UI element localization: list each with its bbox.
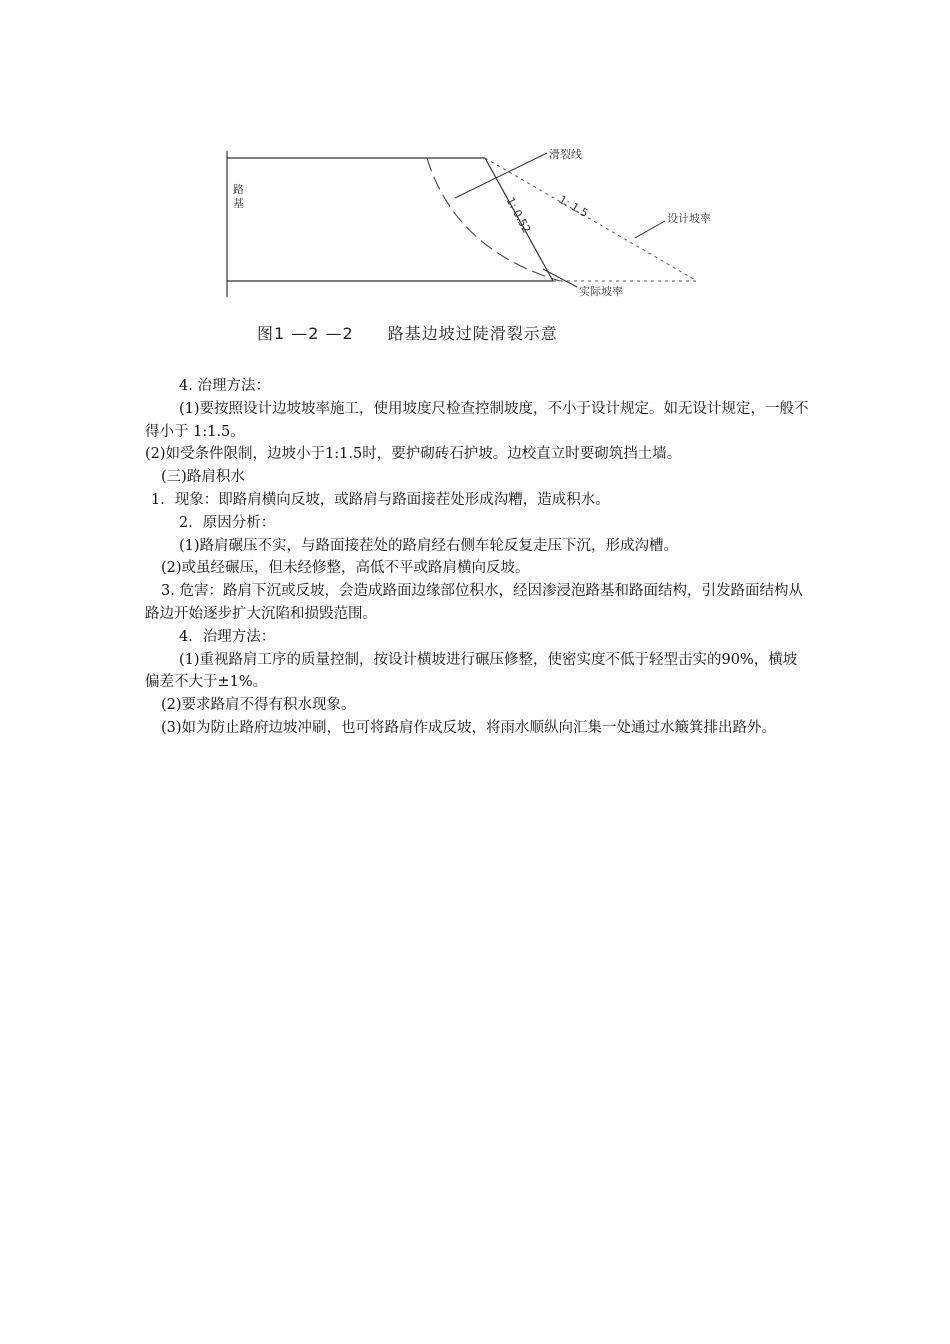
paragraph: 1．现象：即路肩横向反坡，或路肩与路面接茬处形成沟糟，造成积水。 — [151, 491, 610, 508]
paragraph: 4. 治理方法： — [179, 378, 270, 394]
slip-curve — [427, 158, 560, 281]
design-ratio-label: 1: 1.5 — [556, 193, 591, 221]
paragraph: (2)或虽经碾压，但未经修整，高低不平或路肩横向反坡。 — [161, 560, 530, 577]
paragraph: 2．原因分析： — [179, 514, 276, 531]
paragraph: (三)路肩积水 — [161, 469, 245, 486]
paragraph: (1)路肩碾压不实，与路面接茬处的路肩经右侧车轮反复走压下沉，形成沟槽。 — [179, 537, 679, 554]
subgrade-label-1: 路 — [233, 183, 244, 196]
slip-line-label: 滑裂线 — [549, 148, 582, 161]
subgrade-label-2: 基 — [233, 197, 244, 210]
paragraph: 4．治理方法： — [179, 628, 276, 645]
actual-slope-leader — [543, 269, 577, 287]
paragraph: (1)重视路肩工序的质量控制，按设计横坡进行碾压修整，使密实度不低于轻型击实的90%，横坡偏差不大于±1%。 — [145, 651, 798, 691]
slope-diagram — [215, 135, 715, 315]
slip-line-leader — [455, 153, 547, 198]
paragraph: 3. 危害：路肩下沉或反坡，会造成路面边缘部位积水，经因渗浸泡路基和路面结构，引发路面结构从路边开始逐步扩大沉陷和损毁范围。 — [145, 583, 803, 622]
actual-slope-label: 实际坡率 — [579, 285, 623, 298]
paragraph: (1)要按照设计边坡坡率施工，使用坡度尺检查控制坡度，不小于设计规定。如无设计规定，一般不得小于 1:1.5。 — [145, 400, 809, 440]
figure-title: 路基边坡过陡滑裂示意 — [387, 324, 558, 343]
paragraph: (2)要求路肩不得有积水现象。 — [161, 697, 356, 714]
paragraph: (2)如受条件限制，边坡小于1:1.5时，要护砌砖石护坡。边校直立时要砌筑挡土墙。 — [145, 446, 682, 463]
document-body — [145, 375, 810, 740]
design-slope-leader — [635, 221, 665, 238]
design-slope-label: 设计坡率 — [667, 212, 711, 225]
slope-failure-figure — [215, 135, 715, 350]
figure-number: 图1 —2 —2 — [257, 324, 354, 343]
paragraph: (3)如为防止路府边坡冲刷，也可将路肩作成反坡，将雨水顺纵向汇集一处通过水簸箕排出路外。 — [161, 719, 777, 736]
actual-ratio-label: 1: 0.52 — [503, 195, 534, 236]
figure-caption — [257, 321, 558, 344]
